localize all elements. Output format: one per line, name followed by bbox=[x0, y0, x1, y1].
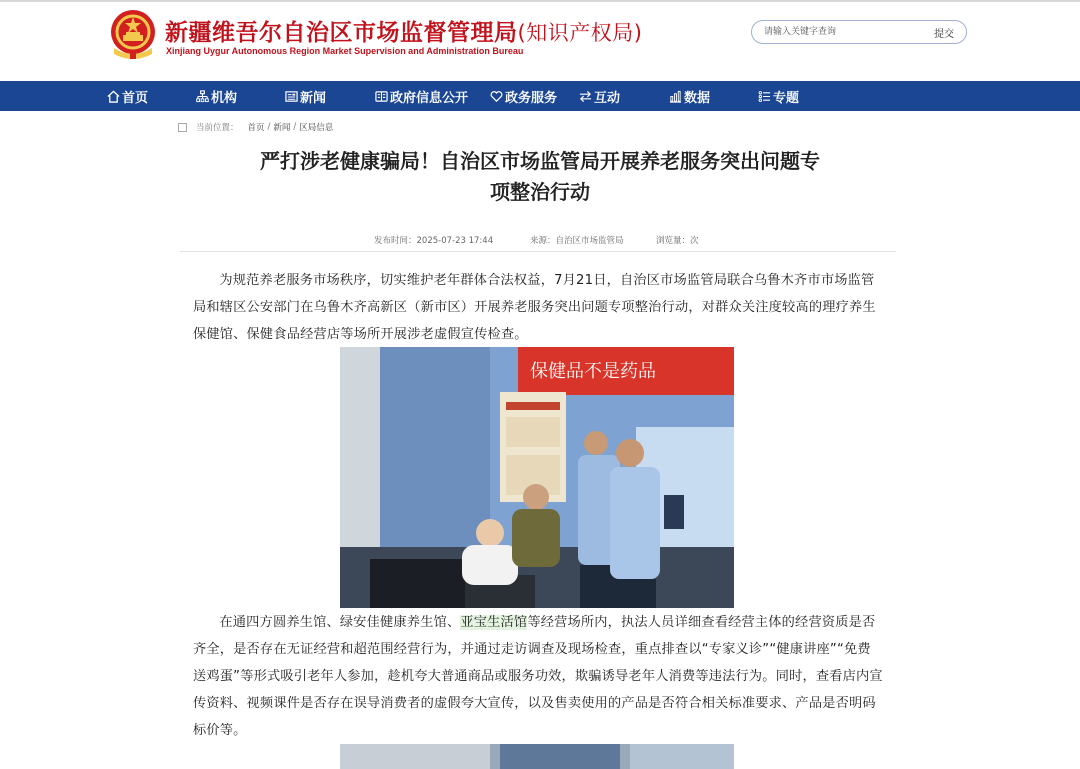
svg-text:保健品不是药品: 保健品不是药品 bbox=[530, 361, 656, 382]
article-source: 来源：自治区市场监管局 bbox=[530, 236, 624, 246]
highlighted-venue-name: 亚宝生活馆 bbox=[460, 615, 528, 630]
breadcrumb bbox=[178, 121, 333, 133]
paragraph2-text-a: 在通四方圆养生馆、绿安佳健康养生馆、 bbox=[219, 615, 461, 630]
nav-label: 政务服务 bbox=[505, 90, 558, 106]
article-meta bbox=[180, 232, 900, 252]
list-icon bbox=[758, 90, 771, 103]
nav-label: 互动 bbox=[594, 90, 621, 106]
nav-label: 数据 bbox=[684, 90, 711, 106]
nav-label: 政府信息公开 bbox=[390, 90, 469, 106]
search-submit-button[interactable]: 提交 bbox=[934, 29, 954, 40]
nav-item-news[interactable] bbox=[285, 81, 326, 111]
exchange-icon bbox=[579, 90, 592, 103]
breadcrumb-label: 当前位置： bbox=[196, 123, 239, 133]
paragraph2-text-b: 等经营场所内，执法人员详细查看经营主体的经营资质是否齐全，是否存在无证经营和超范围经营行为，并通过走访调查及现场检查，重点排查以“专家义诊”“健康讲座”“免费送鸡蛋”等形式吸引老年人参加，趁机夸大普通商品或服务功效，欺骗诱导老年人消费等违法行为。同时，查看店内宣传资料、视频课件是否存在误导消费者的虚假夸大宣传，以及售卖使用的产品是否符合相关标准要求、产品是否明码标价等。 bbox=[193, 615, 883, 738]
breadcrumb-link-home[interactable]: 首页 bbox=[247, 123, 265, 133]
view-count: 浏览量：次 bbox=[656, 236, 699, 246]
site-title-main: 新疆维吾尔自治区市场监督管理局 bbox=[165, 20, 518, 46]
site-header bbox=[0, 0, 1080, 81]
heart-icon bbox=[490, 90, 503, 103]
nav-label: 机构 bbox=[211, 90, 238, 106]
org-chart-icon bbox=[196, 90, 209, 103]
nav-label: 首页 bbox=[122, 90, 149, 106]
article-paragraph-1: 为规范养老服务市场秩序，切实维护老年群体合法权益，7月21日，自治区市场监管局联合乌鲁木齐市市场监管局和辖区公安部门在乌鲁木齐高新区（新市区）开展养老服务突出问题专项整治行动，对群众关注度较高的理疗养生保健馆、保健食品经营店等场所开展涉老虚假宣传检查。 bbox=[193, 273, 876, 342]
article-paragraph-2 bbox=[193, 609, 883, 744]
site-title-english: Xinjiang Uygur Autonomous Region Market Supervision and Administration Bureau bbox=[166, 46, 524, 56]
home-icon bbox=[107, 90, 120, 103]
article-title-line1: 严打涉老健康骗局！自治区市场监管局开展养老服务突出问题专 bbox=[260, 149, 820, 173]
nav-item-open-info[interactable] bbox=[375, 81, 468, 111]
newspaper-icon bbox=[285, 90, 298, 103]
nav-item-home[interactable] bbox=[107, 81, 148, 111]
article-title bbox=[180, 146, 900, 208]
second-inspection-photo bbox=[340, 744, 734, 769]
publish-time: 发布时间：2025-07-23 17:44 bbox=[374, 236, 494, 246]
bar-chart-icon bbox=[669, 90, 682, 103]
nav-item-gov-service[interactable] bbox=[490, 81, 557, 111]
breadcrumb-separator: / bbox=[267, 122, 271, 132]
national-emblem-logo[interactable] bbox=[108, 8, 158, 60]
nav-label: 专题 bbox=[773, 90, 800, 106]
nav-item-org[interactable] bbox=[196, 81, 237, 111]
nav-item-interact[interactable] bbox=[579, 81, 620, 111]
main-nav bbox=[0, 81, 1080, 111]
open-info-icon bbox=[375, 90, 388, 103]
breadcrumb-separator: / bbox=[293, 122, 297, 132]
breadcrumb-link-news[interactable]: 新闻 bbox=[273, 123, 291, 133]
title-divider bbox=[180, 251, 896, 252]
article-title-line2: 项整治行动 bbox=[490, 180, 590, 204]
nav-item-data[interactable] bbox=[669, 81, 710, 111]
inspection-photo bbox=[340, 347, 734, 608]
search-box bbox=[751, 20, 967, 44]
search-input[interactable] bbox=[764, 24, 914, 40]
location-icon bbox=[178, 123, 187, 132]
nav-item-topics[interactable] bbox=[758, 81, 799, 111]
site-title-sub: (知识产权局) bbox=[517, 21, 643, 45]
nav-label: 新闻 bbox=[300, 90, 327, 106]
site-title[interactable] bbox=[165, 14, 642, 47]
breadcrumb-link-regional[interactable]: 区局信息 bbox=[299, 123, 334, 133]
